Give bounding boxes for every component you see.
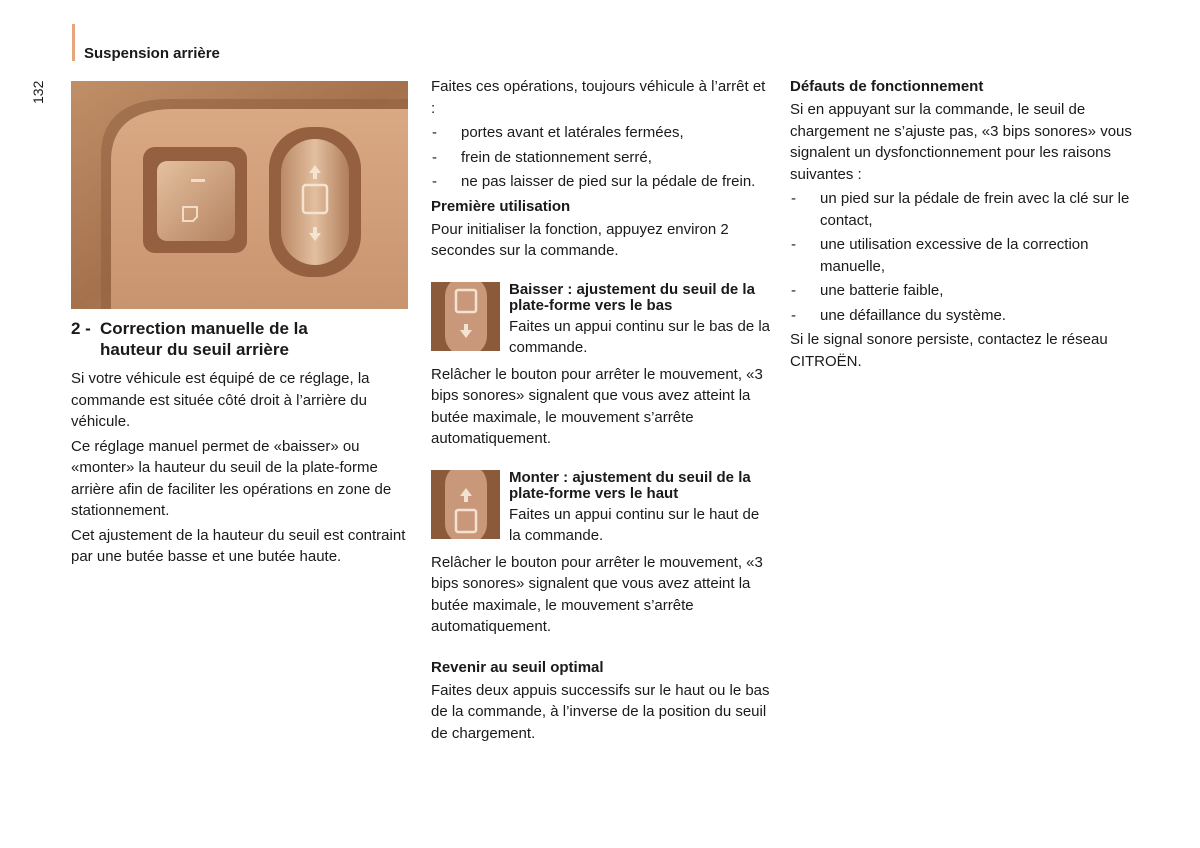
- intro-paragraph: Si votre véhicule est équipé de ce réglage, la commande est située côté droit à l’arrière du véhicule.: [71, 370, 370, 430]
- list-item: - un pied sur la pédale de frein avec la clé sur le contact,: [790, 188, 1135, 231]
- malfunction-heading: Défauts de fonctionnement: [790, 78, 984, 95]
- figure-title: [71, 318, 409, 360]
- first-use-heading: Première utilisation: [431, 197, 571, 215]
- suspension-raise-button-icon: [431, 470, 500, 539]
- optimal-heading: Revenir au seuil optimal: [431, 658, 604, 676]
- list-item: - portes avant et latérales fermées,: [431, 122, 771, 144]
- optimal-text: Faites deux appuis successifs sur le haut ou le bas de la commande, à l’inverse de la position du seuil de chargement.: [431, 681, 770, 742]
- column-middle: [431, 76, 771, 747]
- rear-suspension-control-panel-photo: [71, 81, 408, 309]
- raise-text: Faites un appui continu sur le haut de la commande.: [509, 505, 760, 544]
- suspension-lower-button-icon: [431, 282, 500, 351]
- first-use-text: Pour initialiser la fonction, appuyez environ 2 secondes sur la commande.: [431, 220, 729, 259]
- header-accent-bar: [72, 24, 75, 61]
- limits-paragraph: Cet ajustement de la hauteur du seuil est contraint par une butée basse et une butée haute.: [71, 526, 406, 565]
- figure-title-line2: hauteur du seuil arrière: [100, 340, 289, 359]
- section-title: Suspension arrière: [84, 45, 220, 62]
- purpose-paragraph: Ce réglage manuel permet de «baisser» ou «monter» la hauteur du seuil de la plate-forme arrière afin de faciliter les opérations en zone de stationnement.: [71, 437, 392, 519]
- list-item: - ne pas laisser de pied sur la pédale de frein.: [431, 171, 771, 193]
- column-right: [790, 76, 1135, 375]
- lower-text: Faites un appui continu sur le bas de la commande.: [509, 317, 770, 356]
- lower-heading: Baisser : ajustement du seuil de la plate-forme vers le bas: [509, 280, 755, 314]
- lower-instruction: [431, 282, 771, 362]
- page-number: 132: [30, 80, 46, 104]
- list-item: - frein de stationnement serré,: [431, 147, 771, 169]
- conditions-intro: Faites ces opérations, toujours véhicule à l’arrêt et :: [431, 78, 766, 117]
- list-item: - une batterie faible,: [790, 280, 1135, 302]
- reasons-list: [790, 188, 1135, 326]
- column-left: [71, 81, 409, 571]
- figure-title-line1: Correction manuelle de la: [100, 319, 308, 338]
- malfunction-outro: Si le signal sonore persiste, contactez le réseau CITROËN.: [790, 331, 1108, 370]
- conditions-list: [431, 122, 771, 193]
- malfunction-intro: Si en appuyant sur la commande, le seuil de chargement ne s’ajuste pas, «3 bips sonores» vous signalent un dysfonctionnement pour les raisons suivantes :: [790, 101, 1132, 183]
- raise-release-text: Relâcher le bouton pour arrêter le mouvement, «3 bips sonores» signalent que vous avez atteint la butée maximale, le mouvement s’arrête automatiquement.: [431, 553, 763, 635]
- list-item: - une utilisation excessive de la correction manuelle,: [790, 234, 1135, 277]
- raise-heading: Monter : ajustement du seuil de la plate-forme vers le haut: [509, 468, 751, 502]
- figure-number: 2 -: [71, 319, 91, 338]
- raise-instruction: [431, 470, 771, 550]
- lower-release-text: Relâcher le bouton pour arrêter le mouvement, «3 bips sonores» signalent que vous avez atteint la butée maximale, le mouvement s’arrête automatiquement.: [431, 365, 763, 447]
- list-item: - une défaillance du système.: [790, 305, 1135, 327]
